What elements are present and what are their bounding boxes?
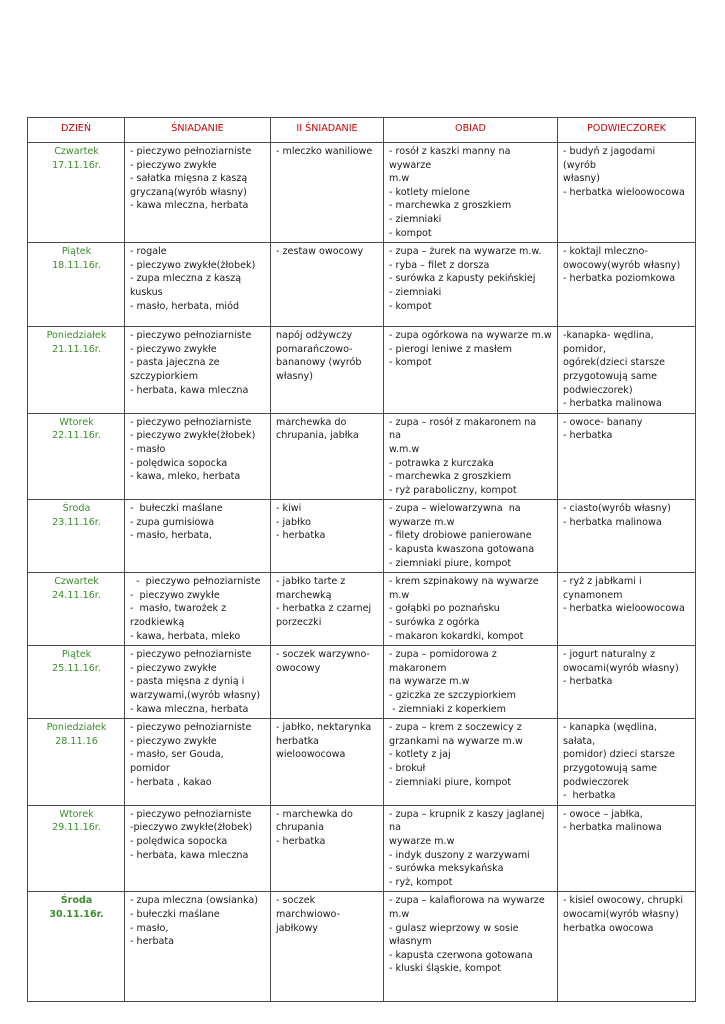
menu-line: - indyk duszony z warzywami	[389, 849, 530, 861]
menu-line: - jabłko	[276, 516, 311, 528]
lunch-cell	[384, 646, 558, 719]
table-row	[28, 719, 696, 806]
lunch-cell	[384, 243, 558, 327]
menu-line: owocami(wyrób własny)	[563, 662, 679, 674]
menu-line: gryczaną(wyrób własny)	[130, 186, 247, 198]
day-date: 25.11.16r.	[52, 662, 101, 674]
menu-line: - soczek warzywno-	[276, 649, 371, 661]
snack-cell	[558, 573, 696, 646]
menu-line: - herbatka malinowa	[563, 822, 662, 834]
day-cell	[28, 646, 125, 719]
menu-line: - masło, ser Gouda, pomidor	[130, 749, 227, 774]
menu-line: - surówka z kapusty pekińskiej	[389, 273, 536, 285]
menu-line: - pieczywo pełnoziarniste	[130, 416, 252, 428]
table-row	[28, 805, 696, 892]
menu-line: herbatka owocowa	[563, 922, 654, 934]
table-row	[28, 243, 696, 327]
day-cell	[28, 719, 125, 806]
menu-line: - ryż z jabłkami i	[563, 576, 642, 588]
menu-line: - ziemniaki piure, kompot	[389, 557, 512, 569]
day-name: Środa	[60, 895, 93, 907]
menu-line: pomidor) dzieci starsze	[563, 749, 675, 761]
menu-line: - kluski śląskie, kompot	[389, 963, 501, 975]
menu-line: - pieczywo zwykłe(żłobek)	[130, 259, 256, 271]
menu-line: - pasta jajeczna ze	[130, 357, 220, 369]
day-date: 22.11.16r.	[52, 430, 101, 442]
menu-line: - makaron kokardki, kompot	[389, 630, 524, 642]
menu-line: własny)	[563, 173, 600, 185]
menu-table	[27, 117, 696, 1002]
breakfast-cell	[125, 143, 271, 243]
lunch-cell	[384, 143, 558, 243]
menu-line: - pierogi leniwe z masłem	[389, 343, 512, 355]
menu-line: - herbatka	[276, 835, 326, 847]
day-cell	[28, 805, 125, 892]
menu-line: - herbata, kawa mleczna	[130, 849, 249, 861]
menu-line: własny)	[276, 370, 313, 382]
day-cell	[28, 413, 125, 500]
menu-line: - kanapka (wędlina, sałata,	[563, 722, 661, 747]
lunch-cell	[384, 413, 558, 500]
menu-line: - surówka z ogórka	[389, 617, 480, 629]
menu-line: - kawa, mleko, herbata	[130, 471, 241, 483]
menu-line: - potrawka z kurczaka	[389, 457, 494, 469]
menu-line: podwieczorek	[563, 776, 629, 788]
snack-cell	[558, 500, 696, 573]
day-cell	[28, 573, 125, 646]
table-row	[28, 327, 696, 414]
snack-cell	[558, 143, 696, 243]
menu-line: - polędwica sopocka	[130, 835, 228, 847]
day-cell	[28, 243, 125, 327]
header-day: DZIEŃ	[28, 118, 125, 143]
menu-line: - gulasz wieprzowy w sosie własnym	[389, 922, 522, 948]
menu-line: - pieczywo zwykłe(żłobek)	[130, 430, 256, 442]
menu-line: - herbata	[130, 936, 175, 948]
menu-line: - pieczywo pełnoziarniste	[130, 330, 252, 342]
menu-body	[28, 143, 696, 1002]
day-name: Wtorek	[59, 808, 94, 820]
menu-line: - masło,	[130, 922, 169, 934]
menu-line: - bułeczki maślane	[130, 503, 223, 515]
menu-line: m.w	[389, 173, 410, 185]
menu-line: wieloowocowa	[276, 749, 346, 761]
menu-line: - herbatka	[563, 676, 613, 688]
menu-line: - masło, twarożek z	[130, 603, 227, 615]
menu-line: - filety drobiowe panierowane	[389, 530, 532, 542]
menu-line: -kanapka- wędlina, pomidor,	[563, 330, 657, 355]
header-lunch: OBIAD	[384, 118, 558, 143]
header-row	[28, 118, 696, 143]
day-name: Środa	[62, 503, 91, 515]
snack-cell	[558, 413, 696, 500]
day-name: Czwartek	[54, 576, 99, 588]
breakfast-cell	[125, 805, 271, 892]
day-date: 29.11.16r.	[52, 822, 101, 834]
snack-cell	[558, 327, 696, 414]
menu-line: marchewka do	[276, 416, 347, 428]
menu-line: - kapusta kwaszona gotowana	[389, 544, 535, 556]
menu-line: - kiwi	[276, 503, 302, 515]
menu-line: bananowy (wyrób	[276, 357, 362, 369]
menu-line: - herbatka	[563, 790, 616, 802]
menu-line: - gołąbki po poznańsku	[389, 603, 500, 615]
menu-line: napój odżywczy	[276, 330, 353, 342]
table-row	[28, 500, 696, 573]
menu-line: na wywarze m.w	[389, 676, 470, 688]
menu-line: owocowy(wyrób własny)	[563, 259, 681, 271]
day-name: Poniedziałek	[46, 722, 107, 734]
day-date: 17.11.16r.	[52, 159, 101, 171]
day-name: Czwartek	[54, 146, 99, 157]
menu-line: - herbatka wieloowocowa	[563, 603, 685, 615]
menu-line: - jogurt naturalny z	[563, 649, 656, 661]
snack-cell	[558, 719, 696, 806]
menu-line: - koktajl mleczno-	[563, 246, 648, 258]
menu-line: - zupa gumisiowa	[130, 516, 215, 528]
lunch-cell	[384, 500, 558, 573]
menu-line: cynamonem	[563, 589, 623, 601]
menu-line: - pieczywo pełnoziarniste	[130, 649, 252, 661]
table-row	[28, 646, 696, 719]
menu-line: - mleczko waniliowe	[276, 146, 373, 157]
menu-line: w.m.w	[389, 443, 420, 455]
lunch-cell	[384, 892, 558, 1002]
day-name: Piątek	[61, 649, 92, 661]
menu-line: - ryba – filet z dorsza	[389, 259, 490, 271]
day-date: 18.11.16r.	[52, 259, 101, 271]
day-name: Wtorek	[59, 416, 94, 428]
menu-line: - marchewka z groszkiem	[389, 471, 512, 483]
menu-line: - kotlety z jaj	[389, 749, 451, 761]
menu-line: - soczek marchwiowo-	[276, 895, 341, 920]
menu-line: - zupa – krupnik z kaszy jaglanej na	[389, 808, 548, 834]
menu-line: - pieczywo zwykłe	[130, 735, 217, 747]
menu-line: - pieczywo zwykłe	[130, 159, 217, 171]
menu-line: porzeczki	[276, 617, 322, 629]
menu-line: - marchewka do	[276, 808, 353, 820]
menu-line: - gziczka ze szczypiorkiem	[389, 690, 516, 701]
menu-line: owocami(wyrób własny)	[563, 908, 679, 920]
menu-line: - marchewka z groszkiem	[389, 200, 512, 212]
day-cell	[28, 143, 125, 243]
menu-line: pomarańczowo-	[276, 343, 353, 355]
header-breakfast: ŚNIADANIE	[125, 118, 271, 143]
menu-line: - herbata , kakao	[130, 776, 212, 788]
day-cell	[28, 500, 125, 573]
menu-line: rzodkiewką	[130, 617, 185, 629]
menu-line: - masło, herbata, miód	[130, 300, 240, 312]
menu-line: - kawa, herbata, mleko	[130, 630, 241, 642]
menu-line: - kisiel owocowy, chrupki	[563, 895, 684, 907]
menu-line: - kompot	[389, 357, 432, 369]
menu-line: - herbatka malinowa	[563, 398, 662, 410]
day-date: 24.11.16r.	[52, 589, 101, 601]
menu-line: - masło, herbata,	[130, 530, 213, 542]
menu-line: - ziemniaki z koperkiem	[389, 703, 506, 715]
menu-line: - kompot	[389, 300, 432, 312]
menu-line: grzankami na wywarze m.w	[389, 735, 523, 747]
menu-line: szczypiorkiem	[130, 370, 199, 382]
second-breakfast-cell	[271, 413, 384, 500]
second-breakfast-cell	[271, 892, 384, 1002]
menu-line: - sałatka mięsna z kaszą	[130, 173, 248, 185]
menu-line: - ryż paraboliczny, kompot	[389, 484, 517, 496]
menu-line: - herbatka malinowa	[563, 516, 662, 528]
menu-line: - bułeczki maślane	[130, 908, 220, 920]
menu-line: - pieczywo zwykłe	[130, 662, 217, 674]
breakfast-cell	[125, 892, 271, 1002]
menu-line: - zupa ogórkowa na wywarze m.w	[389, 330, 552, 342]
menu-line: - rosół z kaszki manny na wywarze	[389, 146, 517, 171]
menu-line: - zupa – rosół z makaronem na na	[389, 416, 543, 442]
menu-line: - zestaw owocowy	[276, 246, 364, 258]
menu-line: - zupa – pomidorowa z makaronem	[389, 649, 500, 674]
menu-line: warzywami,(wyrób własny)	[130, 690, 261, 701]
snack-cell	[558, 243, 696, 327]
menu-line: - herbatka poziomkowa	[563, 273, 676, 285]
day-name: Poniedziałek	[46, 330, 107, 342]
second-breakfast-cell	[271, 573, 384, 646]
menu-line: - pieczywo pełnoziarniste	[130, 576, 261, 588]
menu-line: - ciasto(wyrób własny)	[563, 503, 671, 515]
header-snack: PODWIECZOREK	[558, 118, 696, 143]
breakfast-cell	[125, 500, 271, 573]
menu-line: - pieczywo zwykłe	[130, 343, 217, 355]
lunch-cell	[384, 805, 558, 892]
menu-line: - herbatka	[563, 430, 613, 442]
menu-line: marchewką	[276, 589, 332, 601]
menu-line: - kompot	[389, 227, 432, 239]
day-cell	[28, 327, 125, 414]
snack-cell	[558, 892, 696, 1002]
menu-line: - pieczywo pełnoziarniste	[130, 722, 252, 734]
menu-line: chrupania, jabłka	[276, 430, 359, 442]
menu-line: - pieczywo pełnoziarniste	[130, 808, 252, 820]
breakfast-cell	[125, 243, 271, 327]
menu-line: kuskus	[130, 286, 163, 298]
menu-line: - zupa – wielowarzywna na	[389, 503, 521, 515]
menu-line: - surówka meksykańska	[389, 863, 504, 875]
menu-line: - pieczywo zwykłe	[130, 589, 220, 601]
header-second-breakfast: II ŚNIADANIE	[271, 118, 384, 143]
snack-cell	[558, 646, 696, 719]
breakfast-cell	[125, 719, 271, 806]
menu-line: przygotowują same	[563, 762, 657, 774]
menu-line: -pieczywo zwykłe(żłobek)	[130, 822, 253, 834]
snack-cell	[558, 805, 696, 892]
menu-line: - pasta mięsna z dynią i	[130, 676, 245, 688]
menu-line: - herbatka	[276, 530, 326, 542]
lunch-cell	[384, 573, 558, 646]
day-date: 28.11.16	[55, 735, 98, 747]
menu-line: - rogale	[130, 246, 167, 258]
breakfast-cell	[125, 327, 271, 414]
day-date: 23.11.16r.	[52, 516, 101, 528]
menu-line: jabłkowy	[276, 922, 318, 934]
menu-line: wywarze m.w	[389, 516, 455, 528]
menu-line: - ziemniaki	[389, 286, 442, 298]
menu-line: - zupa mleczna (owsianka)	[130, 895, 258, 907]
menu-line: - kawa mleczna, herbata	[130, 200, 249, 212]
day-name: Piątek	[61, 246, 92, 258]
breakfast-cell	[125, 646, 271, 719]
second-breakfast-cell	[271, 805, 384, 892]
menu-line: - pieczywo pełnoziarniste	[130, 146, 252, 157]
menu-line: - budyń z jagodami (wyrób	[563, 146, 659, 171]
menu-line: herbatka	[276, 735, 319, 747]
menu-line: - kawa mleczna, herbata	[130, 703, 249, 715]
second-breakfast-cell	[271, 500, 384, 573]
breakfast-cell	[125, 413, 271, 500]
menu-line: - zupa mleczna z kaszą	[130, 273, 242, 285]
second-breakfast-cell	[271, 719, 384, 806]
menu-line: - masło	[130, 443, 166, 455]
day-date: 30.11.16r.	[49, 908, 104, 920]
day-cell	[28, 892, 125, 1002]
menu-line: chrupania	[276, 822, 324, 834]
menu-line: - zupa – krem z soczewicy z	[389, 722, 522, 734]
menu-line: - zupa – żurek na wywarze m.w.	[389, 246, 542, 258]
menu-line: - zupa – kalafiorowa na wywarze	[389, 895, 545, 907]
table-row	[28, 413, 696, 500]
menu-line: - ryż, kompot	[389, 876, 453, 888]
menu-line: - ziemniaki	[389, 213, 442, 225]
table-row	[28, 573, 696, 646]
menu-line: owocowy	[276, 662, 321, 674]
menu-line: - jabłko, nektarynka	[276, 722, 372, 734]
menu-line: - owoce- banany	[563, 416, 643, 428]
second-breakfast-cell	[271, 143, 384, 243]
menu-line: przygotowują same	[563, 370, 657, 382]
menu-line: - kotlety mielone	[389, 186, 470, 198]
table-row	[28, 143, 696, 243]
menu-line: m.w	[389, 908, 410, 920]
menu-line: - brokuł	[389, 762, 426, 774]
menu-line: - kapusta czerwona gotowana	[389, 949, 533, 961]
menu-line: ogórek(dzieci starsze	[563, 357, 665, 369]
second-breakfast-cell	[271, 327, 384, 414]
menu-line: - owoce – jabłka,	[563, 808, 643, 820]
table-row	[28, 892, 696, 1002]
lunch-cell	[384, 719, 558, 806]
breakfast-cell	[125, 573, 271, 646]
second-breakfast-cell	[271, 243, 384, 327]
menu-line: podwieczorek)	[563, 384, 633, 396]
menu-line: - krem szpinakowy na wywarze m.w	[389, 576, 542, 601]
menu-line: - polędwica sopocka	[130, 457, 228, 469]
day-date: 21.11.16r.	[52, 343, 101, 355]
second-breakfast-cell	[271, 646, 384, 719]
lunch-cell	[384, 327, 558, 414]
menu-line: - ziemniaki piure, kompot	[389, 776, 512, 788]
menu-line: - herbatka z czarnej	[276, 603, 372, 615]
menu-line: - herbatka wieloowocowa	[563, 186, 685, 198]
menu-line: - jabłko tarte z	[276, 576, 346, 588]
menu-line: - herbata, kawa mleczna	[130, 384, 249, 396]
menu-line: wywarze m.w	[389, 835, 455, 847]
